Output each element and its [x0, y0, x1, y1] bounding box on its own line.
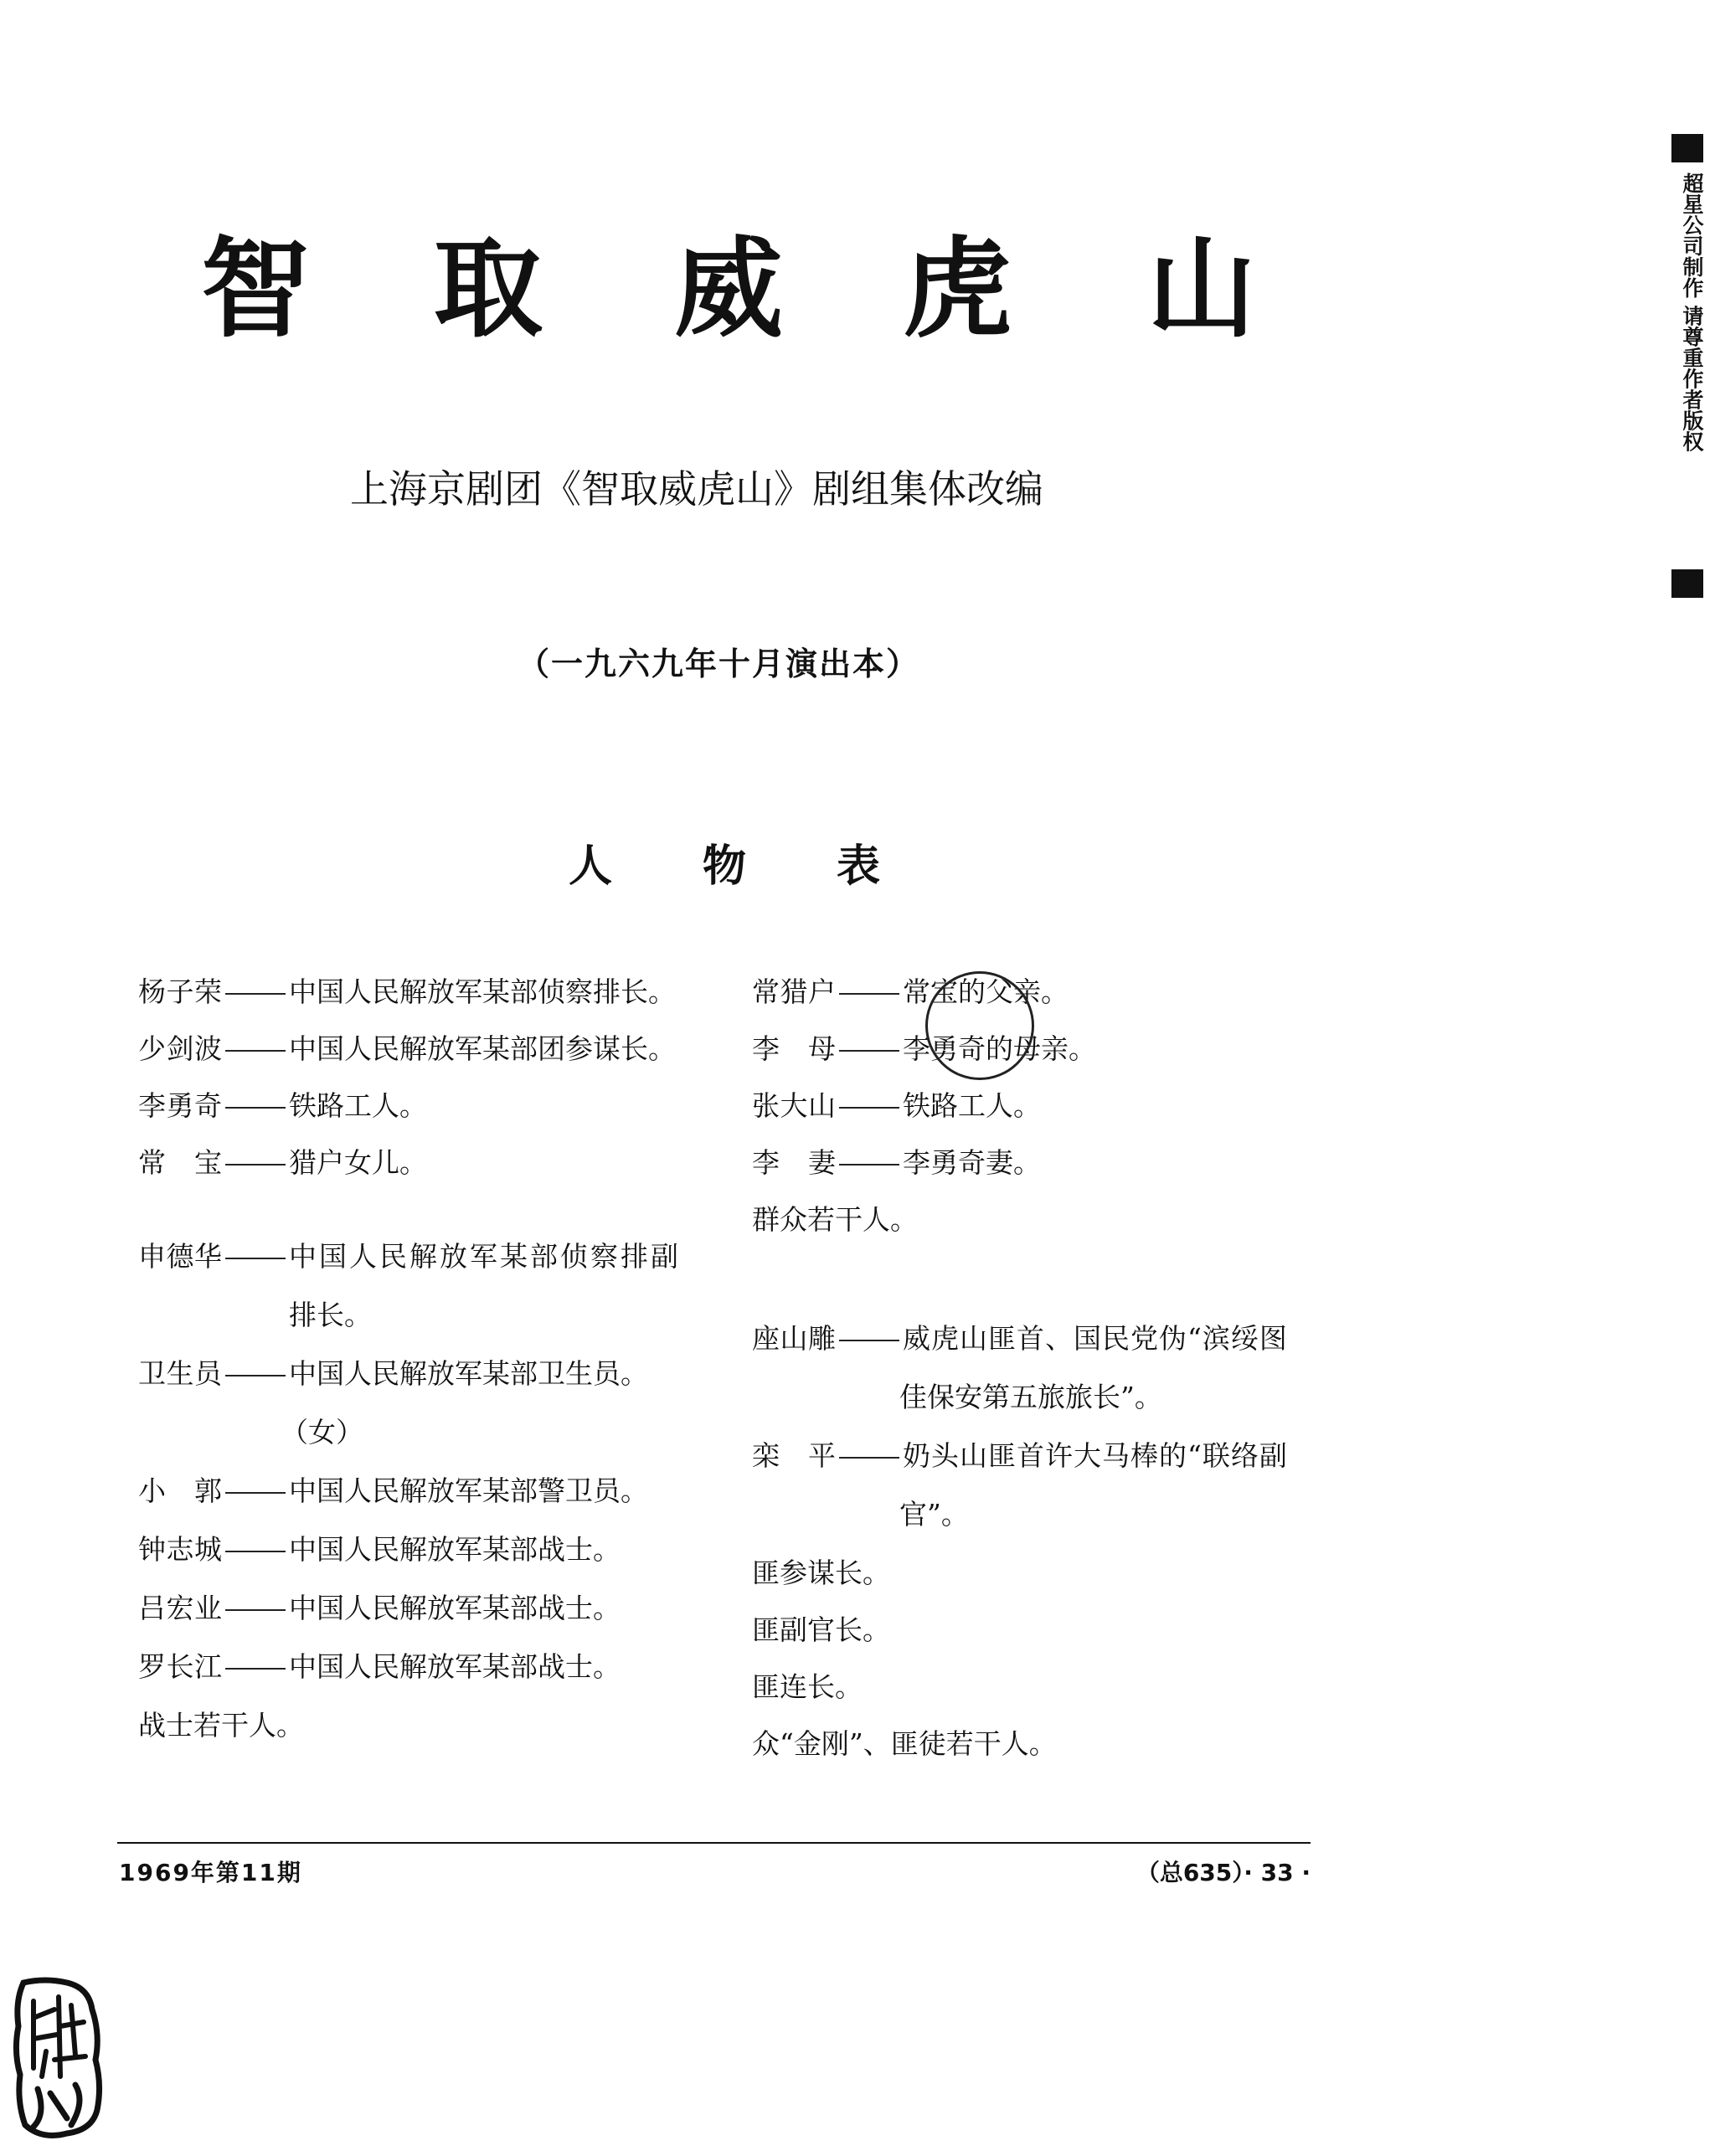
- character-desc: 李勇奇的母亲。: [903, 1032, 1096, 1065]
- cast-entry-extras: 匪副官长。: [752, 1613, 890, 1646]
- watermark-bar: [1671, 569, 1703, 598]
- title-char: 山: [1146, 225, 1256, 352]
- character-name: 李妻: [752, 1146, 836, 1179]
- heading-char: 表: [836, 841, 880, 892]
- cast-entry: [752, 1087, 1041, 1125]
- cast-entry: [752, 1030, 1096, 1068]
- seal-stamp: [8, 1976, 105, 2143]
- character-name: 吕宏业: [138, 1592, 222, 1624]
- em-dash: [836, 1030, 903, 1068]
- cast-list-heading: [0, 837, 1457, 896]
- character-name: 李勇奇: [138, 1089, 222, 1122]
- em-dash: [222, 1648, 289, 1686]
- em-dash: [836, 1144, 903, 1182]
- character-name: 常宝: [138, 1146, 222, 1179]
- cast-entry-extras: 战士若干人。: [138, 1709, 304, 1742]
- character-name: 李母: [752, 1032, 836, 1065]
- circle-annotation: [925, 971, 1034, 1080]
- character-desc: 威虎山匪首、国民党伪“滨绥图: [903, 1322, 1288, 1355]
- footer-divider: [117, 1842, 1311, 1844]
- em-dash: [222, 973, 289, 1011]
- em-dash: [222, 1087, 289, 1125]
- watermark-text: 超星公司制作 请尊重作者版权: [1680, 172, 1704, 452]
- em-dash: [836, 1320, 903, 1358]
- page-number: （总635）· 33 ·: [1136, 1859, 1311, 1886]
- cast-entry: [138, 1030, 676, 1068]
- em-dash: [222, 1531, 289, 1569]
- cast-entry: [752, 1437, 1288, 1475]
- character-name: 栾平: [752, 1439, 836, 1472]
- cast-list-right: [752, 973, 1338, 1777]
- cast-entry: [138, 1087, 427, 1125]
- cast-entry: [138, 1531, 621, 1569]
- character-desc: 李勇奇妻。: [903, 1146, 1041, 1179]
- character-name: 钟志城: [138, 1533, 222, 1566]
- character-desc: 奶头山匪首许大马棒的“联络副: [903, 1439, 1288, 1472]
- cast-entry: [138, 973, 676, 1011]
- character-desc: 中国人民解放军某部侦察排长。: [289, 975, 676, 1008]
- cast-entry: [752, 1144, 1041, 1182]
- page-title: [0, 226, 1457, 352]
- character-desc: 常宝的父亲。: [903, 975, 1069, 1008]
- character-name: 小郭: [138, 1474, 222, 1507]
- watermark-bar: [1671, 134, 1703, 162]
- cast-entry-extras: 群众若干人。: [752, 1203, 918, 1236]
- cast-entry: [138, 1144, 427, 1182]
- cast-entry: [138, 1238, 681, 1276]
- cast-entry: [138, 1648, 621, 1686]
- character-name: 申德华: [138, 1240, 222, 1273]
- character-desc: 中国人民解放军某部卫生员。: [289, 1357, 648, 1390]
- cast-entry-extras: 匪参谋长。: [752, 1557, 890, 1589]
- em-dash: [836, 1437, 903, 1475]
- seal-icon: [8, 1976, 105, 2143]
- title-char: 威: [673, 225, 783, 352]
- character-desc: 中国人民解放军某部战士。: [289, 1533, 621, 1566]
- title-char: 虎: [902, 225, 1012, 352]
- character-desc: 中国人民解放军某部战士。: [289, 1592, 621, 1624]
- em-dash: [222, 1144, 289, 1182]
- character-desc: 铁路工人。: [903, 1089, 1041, 1122]
- cast-entry: [138, 1589, 621, 1628]
- em-dash: [222, 1589, 289, 1628]
- character-desc-cont: 排长。: [289, 1299, 372, 1331]
- heading-char: 物: [702, 841, 746, 892]
- character-name: 罗长江: [138, 1650, 222, 1683]
- em-dash: [222, 1355, 289, 1393]
- character-desc-cont: 官”。: [899, 1498, 969, 1531]
- heading-char: 人: [568, 841, 612, 892]
- character-name: 张大山: [752, 1089, 836, 1122]
- character-desc: 中国人民解放军某部战士。: [289, 1650, 621, 1683]
- cast-entry: [752, 1320, 1288, 1358]
- side-watermark: [1671, 134, 1705, 599]
- em-dash: [222, 1472, 289, 1510]
- character-name: 少剑波: [138, 1032, 222, 1065]
- character-desc: 铁路工人。: [289, 1089, 427, 1122]
- character-name: 卫生员: [138, 1357, 222, 1390]
- em-dash: [222, 1030, 289, 1068]
- title-char: 智: [200, 225, 310, 352]
- cast-entry: [138, 1355, 648, 1393]
- edition-note: （一九六九年十月演出本）: [518, 645, 920, 682]
- character-name: 杨子荣: [138, 975, 222, 1008]
- character-desc-cont: 佳保安第五旅旅长”。: [899, 1381, 1162, 1413]
- title-char: 取: [433, 225, 543, 352]
- character-desc: 中国人民解放军某部警卫员。: [289, 1474, 648, 1507]
- character-name: 常猎户: [752, 975, 836, 1008]
- cast-entry-extras: 匪连长。: [752, 1670, 863, 1703]
- character-desc: 猎户女儿。: [289, 1146, 427, 1179]
- adaptation-credit: 上海京剧团《智取威虎山》剧组集体改编: [350, 466, 1043, 512]
- character-name: 座山雕: [752, 1322, 836, 1355]
- character-desc: 中国人民解放军某部侦察排副: [289, 1240, 681, 1273]
- character-desc-cont: （女）: [281, 1416, 363, 1448]
- em-dash: [836, 973, 903, 1011]
- cast-entry: [138, 1472, 648, 1510]
- em-dash: [836, 1087, 903, 1125]
- cast-entry-extras: 众“金刚”、匪徒若干人。: [752, 1727, 1057, 1760]
- em-dash: [222, 1238, 289, 1276]
- cast-list-left: [138, 973, 724, 1777]
- character-desc: 中国人民解放军某部团参谋长。: [289, 1032, 676, 1065]
- issue-label: 1969年第11期: [119, 1859, 302, 1886]
